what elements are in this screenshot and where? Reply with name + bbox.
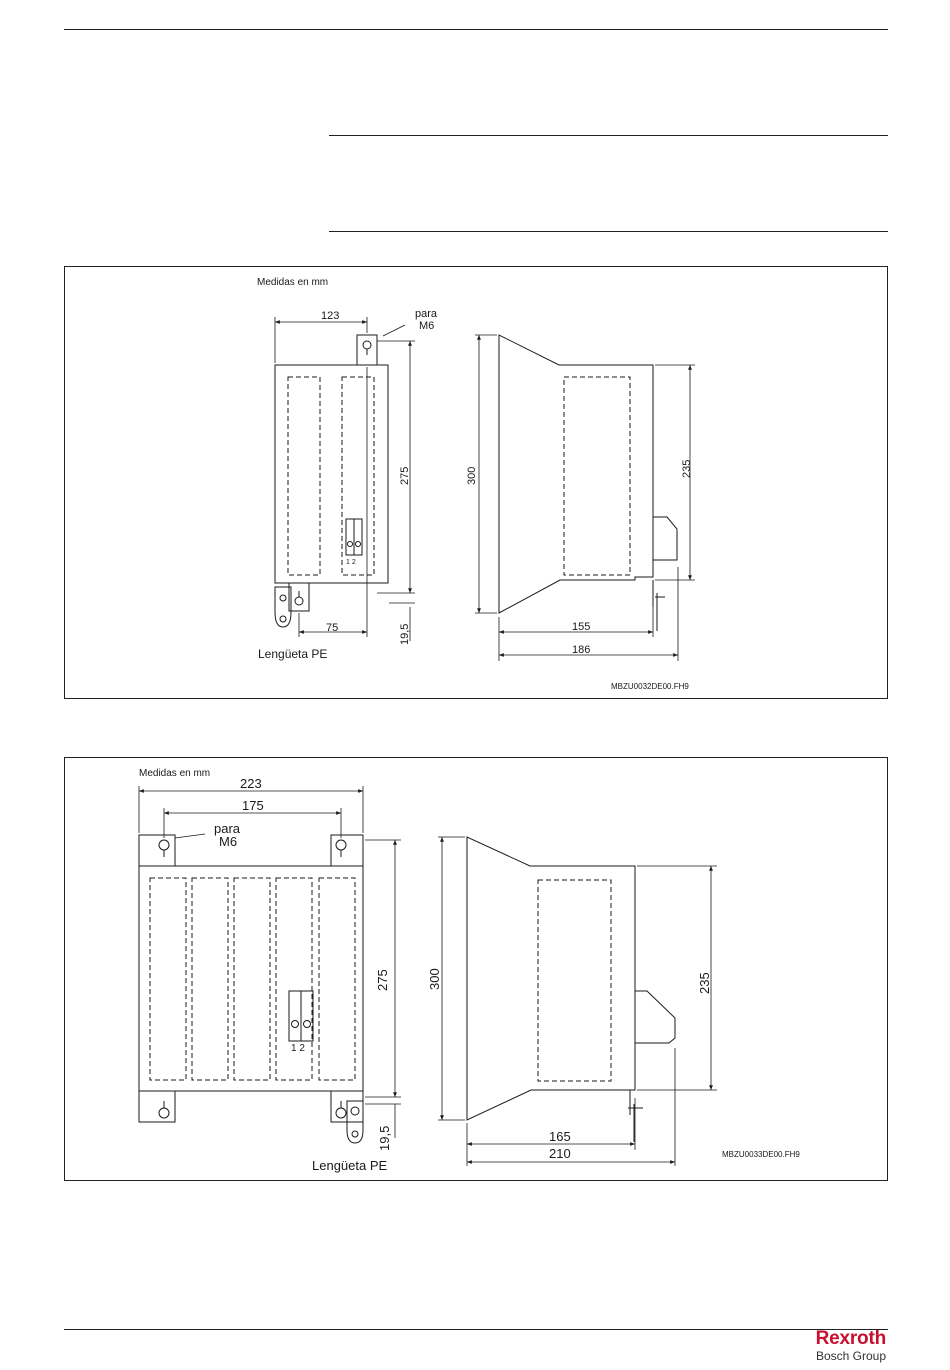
dim-height-front: 275 [375, 969, 390, 991]
rexroth-logo [816, 1329, 886, 1363]
dim-depth-1: 155 [572, 621, 591, 633]
dim-side-height: 235 [697, 972, 712, 994]
side-view [467, 837, 675, 1142]
figure-2-frame [64, 757, 888, 1181]
units-note: Medidas en mm [139, 768, 211, 779]
drawing-code: MBZU0032DE00.FH9 [611, 682, 689, 691]
terminal-numbers: 1 2 [346, 559, 356, 566]
dim-width-total: 223 [240, 776, 262, 791]
dim-bottom: 19,5 [399, 623, 411, 645]
side-view-dimensions [438, 837, 717, 1166]
mount-label-para: para [214, 821, 241, 836]
figure-2-drawing [65, 758, 887, 1180]
dim-width: 123 [321, 310, 340, 322]
pe-label: Lengüeta PE [312, 1158, 388, 1173]
front-view-dimensions [275, 317, 415, 641]
section-rule-bottom [329, 231, 888, 232]
front-view [275, 335, 388, 627]
dim-height-front: 275 [399, 466, 411, 485]
figure-1-frame [64, 266, 888, 699]
dim-bottom: 19,5 [377, 1125, 392, 1151]
dim-width-holes: 175 [242, 798, 264, 813]
drawing-code: MBZU0033DE00.FH9 [722, 1150, 800, 1159]
dim-depth-2: 186 [572, 644, 591, 656]
terminal-numbers: 1 2 [291, 1043, 305, 1054]
dim-total-height: 300 [427, 968, 442, 990]
brand-group: Bosch Group [815, 1349, 886, 1363]
side-view [499, 335, 677, 631]
dim-total-height: 300 [466, 466, 478, 485]
dim-depth-1: 165 [549, 1129, 571, 1144]
dim-side-height: 235 [681, 459, 693, 478]
mount-label-m6: M6 [419, 320, 435, 332]
dim-mount-offset: 75 [326, 622, 339, 634]
footer-rule [64, 1329, 888, 1330]
brand-name: Rexroth [815, 1328, 886, 1349]
header-rule [64, 29, 888, 30]
mount-label-m6: M6 [219, 834, 238, 849]
front-view [139, 835, 363, 1143]
pe-label: Lengüeta PE [258, 647, 328, 661]
section-rule-top [329, 135, 888, 136]
mount-label-para: para [415, 308, 438, 320]
dim-depth-2: 210 [549, 1146, 571, 1161]
units-note: Medidas en mm [257, 277, 329, 288]
figure-1-drawing [65, 267, 887, 698]
side-view-dimensions [475, 335, 695, 661]
